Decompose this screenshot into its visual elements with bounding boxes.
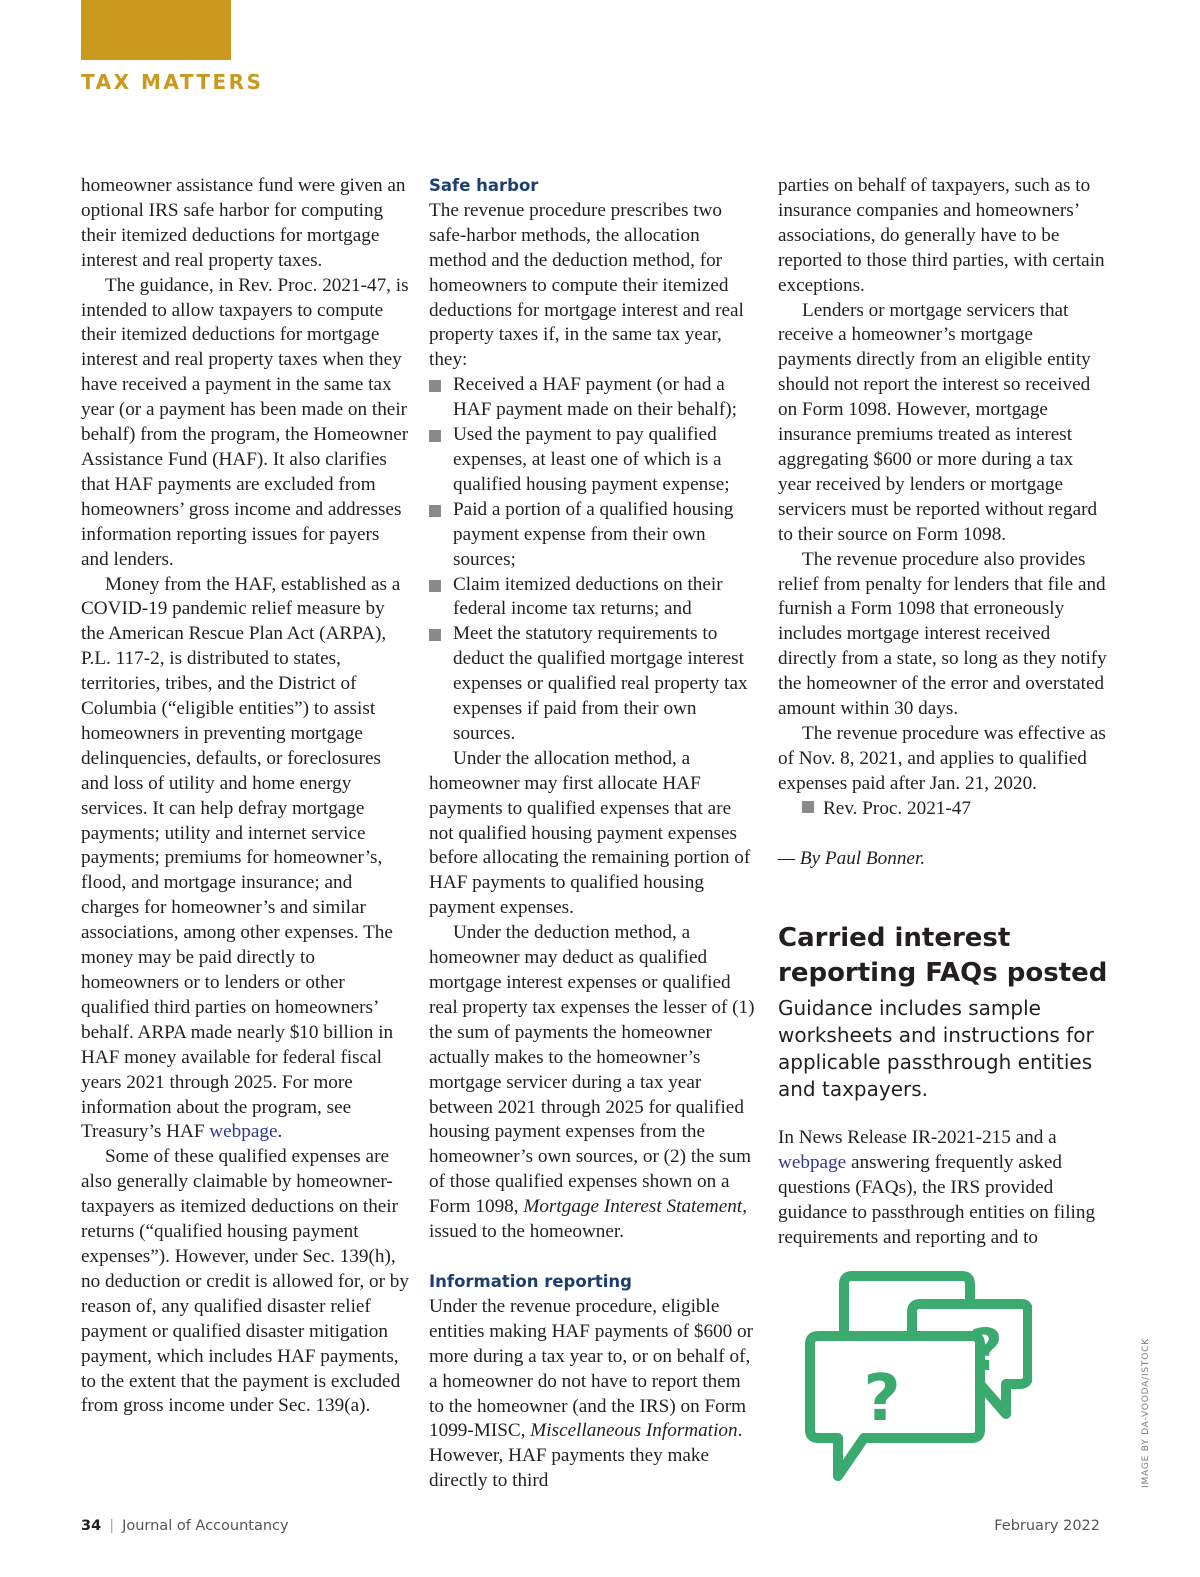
column-2: [429, 174, 759, 1494]
square-bullet-icon: [429, 430, 441, 442]
column-1: [81, 174, 411, 1419]
question-mark: ?: [863, 1362, 901, 1436]
subhead-information-reporting: Information reporting: [429, 1271, 632, 1291]
list-item: Used the payment to pay qualified expenses, at least one of which is a qualified housing payment expense;: [429, 423, 759, 498]
paragraph: The revenue procedure also provides relief from penalty for lenders that file and furnish a Form 1098 that erroneously includes mortgage interest received directly from a state, so long as they notify the homeowner of the error and overstated amount within 30 days.: [778, 548, 1107, 720]
paragraph: The revenue procedure prescribes two safe-harbor methods, the allocation method and the deduction method, for homeowners to compute their itemized deductions for mortgage interest and real property taxes if, in the same tax year, they:: [429, 199, 744, 371]
question-bubbles-icon: [800, 1268, 1032, 1490]
paragraph: homeowner assistance fund were given an optional IRS safe harbor for computing their itemized deductions for mortgage interest and real property taxes.: [81, 175, 406, 271]
paragraph: Money from the HAF, established as a COVID-19 pandemic relief measure by the American Rescue Plan Act (ARPA), P.L. 117-2, is distributed to states, territories, tribes, and the District of Columbia (“eligible entities”) to assist homeowners in preventing mortgage delinquencies, defaults, or foreclosures and loss of utility and home energy services. It can help defray mortgage payments; utility and internet service payments; premiums for homeowner’s, flood, and mortgage insurance; and charges for homeowner’s and similar associations, among other expenses. The money may be paid directly to homeowners or to lenders or other qualified third parties on homeowners’ behalf. ARPA made nearly $10 billion in HAF money available for federal fiscal years 2021 through 2025. For more information about the program, see Treasury’s HAF webpage.: [81, 573, 401, 1143]
section-label: TAX MATTERS: [81, 70, 264, 94]
square-bullet-icon: [429, 505, 441, 517]
paragraph: Some of these qualified expenses are also generally claimable by homeowner-taxpayers as itemized deductions on their returns (“qualified housing payment expenses”). However, under Sec. 139(h), no deduction or credit is allowed for, or by reason of, any qualified disaster relief payment or qualified disaster mitigation payment, which includes HAF payments, to the extent that the payment is excluded from gross income under Sec. 139(a).: [81, 1146, 409, 1417]
paragraph: The guidance, in Rev. Proc. 2021-47, is intended to allow taxpayers to compute their itemized deductions for mortgage interest and real property taxes when they have received a payment in the same tax year (or a payment has been made on their behalf) from the program, the Homeowner Assistance Fund (HAF). It also clarifies that HAF payments are excluded from homeowners’ gross income and addresses information reporting issues for payers and lenders.: [81, 274, 409, 570]
square-bullet-icon: [429, 580, 441, 592]
bullet-list: [429, 373, 759, 747]
paragraph: Under the revenue procedure, eligible entities making HAF payments of $600 or more during a tax year to, or on behalf of, a homeowner do not have to report them to the homeowner (and the IRS) on Form 1099-MISC, Miscellaneous Information. However, HAF payments they make directly to third: [429, 1295, 754, 1492]
article-headline: Carried interest reporting FAQs posted: [778, 923, 1108, 989]
article-deck: Guidance includes sample worksheets and instructions for applicable passthrough entities and taxpayers.: [778, 996, 1094, 1102]
faq-webpage-link[interactable]: webpage: [778, 1152, 847, 1174]
issue-date: February 2022: [994, 1518, 1100, 1534]
paragraph: Under the allocation method, a homeowner may first allocate HAF payments to qualified expenses that are not qualified housing payment expenses before allocating the remaining portion of HAF payments to qualified housing payment expenses.: [429, 747, 751, 919]
paragraph: Lenders or mortgage servicers that receive a homeowner’s mortgage payments directly from an eligible entity should not report the interest so received on Form 1098. However, mortgage insurance premiums treated as interest aggregating $600 or more during a tax year received by lenders or mortgage servicers must be reported without regard to their source on Form 1098.: [778, 299, 1098, 545]
byline: — By Paul Bonner.: [778, 847, 926, 869]
publication-name: Journal of Accountancy: [122, 1518, 289, 1534]
square-bullet-icon: [429, 380, 441, 392]
footer-left: 34 | Journal of Accountancy: [81, 1518, 289, 1534]
paragraph: Under the deduction method, a homeowner may deduct as qualified mortgage interest expenses or qualified real property tax expenses the lesser of (1) the sum of payments the homeowner actually makes to the homeowner’s mortgage servicer during a tax year between 2021 through 2025 for qualified housing payment expenses from the homeowner’s own sources, or (2) the sum of those qualified expenses shown on a Form 1098, Mortgage Interest Statement, issued to the homeowner.: [429, 922, 755, 1243]
header-color-bar: [81, 0, 231, 60]
paragraph: parties on behalf of taxpayers, such as to insurance companies and homeowners’ associations, do generally have to be reported to those third parties, with certain exceptions.: [778, 175, 1105, 296]
paragraph: In News Release IR-2021-215 and a webpage answering frequently asked questions (FAQs), the IRS provided guidance to passthrough entities on filing requirements and reporting and to: [778, 1127, 1096, 1249]
column-3: [778, 174, 1108, 1251]
square-bullet-icon: [802, 801, 814, 813]
page-number: 34: [81, 1518, 102, 1534]
square-bullet-icon: [429, 629, 441, 641]
list-item: Paid a portion of a qualified housing payment expense from their own sources;: [429, 498, 759, 573]
article-reference: Rev. Proc. 2021-47: [778, 797, 1108, 822]
paragraph: The revenue procedure was effective as of Nov. 8, 2021, and applies to qualified expenses paid after Jan. 21, 2020.: [778, 722, 1106, 794]
subhead-safe-harbor: Safe harbor: [429, 176, 539, 195]
list-item: Received a HAF payment (or had a HAF payment made on their behalf);: [429, 373, 759, 423]
list-item: Claim itemized deductions on their federal income tax returns; and: [429, 573, 759, 623]
list-item: Meet the statutory requirements to deduct the qualified mortgage interest expenses or qualified real property tax expenses if paid from their own sources.: [429, 622, 759, 747]
haf-webpage-link[interactable]: webpage: [209, 1121, 278, 1143]
question-mark: ?: [969, 1316, 1003, 1384]
image-credit: IMAGE BY DA-VOODA/ISTOCK: [1141, 1338, 1151, 1488]
